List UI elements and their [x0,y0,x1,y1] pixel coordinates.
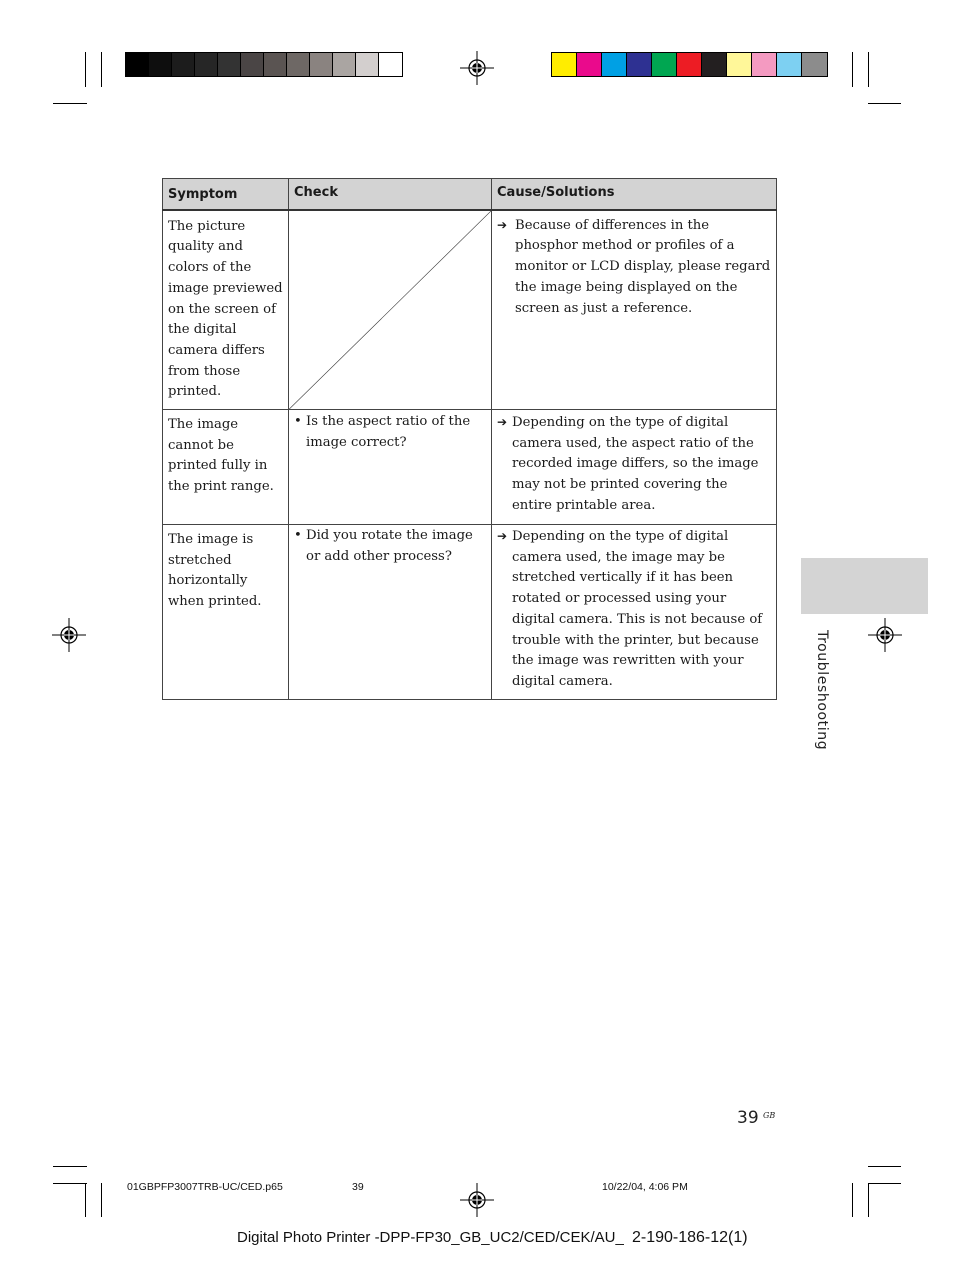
color-swatch [777,53,802,76]
symptom-column-header: Symptom [163,179,289,210]
crop-mark [101,1183,102,1217]
symptom-cell [163,525,289,700]
check-text: Is the aspect ratio of the image correct? [306,414,471,450]
crop-mark [868,103,901,104]
registration-mark-icon [52,618,86,652]
color-swatch [552,53,577,76]
page-number: 39 [737,1108,759,1128]
color-swatch [287,53,310,76]
slug-date: 10/22/04, 4:06 PM [602,1181,688,1193]
grayscale-color-bar [125,52,403,77]
footer-product-name: Digital Photo Printer -DPP-FP30_GB_UC2/CED/CEK/AU_ [237,1229,624,1246]
color-swatch [172,53,195,76]
crop-mark [868,1166,901,1167]
cause-text: Because of differences in the phosphor method or profiles of a monitor or LCD display, please regard the image being displayed on the screen as just a reference. [515,217,771,316]
crop-mark [868,1183,901,1184]
registration-mark-icon [460,1183,494,1217]
section-tab-block [801,558,928,614]
color-swatch [702,53,727,76]
cause-text: Depending on the type of digital camera used, the aspect ratio of the recorded image differs, so the image may not be printed covering the entire printable area. [512,415,759,513]
process-color-bar [551,52,828,77]
crop-mark [53,1183,87,1184]
symptom-cell [163,410,289,525]
crop-mark [852,52,853,87]
cause-cell [492,210,777,410]
color-swatch [602,53,627,76]
color-swatch [577,53,602,76]
cause-text: Depending on the type of digital camera used, the image may be stretched vertically if it has been rotated or processed using your digital camera. This is not because of trouble with the printer, but because the image was rewritten with your digital camera. [512,529,763,689]
color-swatch [149,53,172,76]
crop-mark [53,103,87,104]
color-swatch [727,53,752,76]
color-swatch [195,53,218,76]
crop-mark [852,1183,853,1217]
color-swatch [652,53,677,76]
color-swatch [677,53,702,76]
color-swatch [264,53,287,76]
color-swatch [126,53,149,76]
footer-document-code: 2-190-186-12(1) [631,1229,748,1246]
slug-page-number: 39 [352,1181,364,1193]
symptom-cell [163,210,289,410]
check-text: Did you rotate the image or add other process? [306,528,473,564]
check-cell [289,410,492,525]
crop-mark [85,1183,86,1217]
color-swatch [241,53,264,76]
registration-mark-icon [868,618,902,652]
crop-mark [53,1166,87,1167]
crop-mark [868,52,869,87]
symptom-text: The picture quality and colors of the image previewed on the screen of the digital camera differs from those printed. [168,218,283,400]
table-header-row [163,179,777,210]
slug-file-name: 01GBPFP3007TRB-UC/CED.p65 [127,1181,283,1193]
check-cell [289,525,492,700]
color-swatch [379,53,402,76]
color-swatch [333,53,356,76]
cause-cell [492,410,777,525]
cause-cell [492,525,777,700]
check-column-header: Check [289,179,492,210]
color-swatch [802,53,827,76]
table-row [163,410,777,525]
color-swatch [752,53,777,76]
arrow-icon: ➔ [497,217,508,232]
check-cell-empty [289,210,492,410]
color-swatch [310,53,333,76]
troubleshooting-table [162,178,777,700]
symptom-text: The image is stretched horizontally when printed. [168,532,262,610]
crop-mark [85,52,86,87]
bullet-icon: • [294,414,302,430]
symptom-text: The image cannot be printed fully in the print range. [168,417,274,495]
arrow-icon: ➔ [497,415,508,430]
color-swatch [627,53,652,76]
crop-mark [101,52,102,87]
table-row [163,525,777,700]
cause-column-header: Cause/Solutions [492,179,777,210]
bullet-icon: • [294,528,302,544]
color-swatch [218,53,241,76]
diagonal-strike-line [289,211,491,409]
footer-product-line [237,1229,748,1247]
page-language-code: GB [763,1111,776,1120]
table-row [163,210,777,410]
color-swatch [356,53,379,76]
arrow-icon: ➔ [497,529,508,544]
crop-mark [868,1183,869,1217]
registration-mark-icon [460,51,494,85]
section-side-label: Troubleshooting [814,630,830,751]
